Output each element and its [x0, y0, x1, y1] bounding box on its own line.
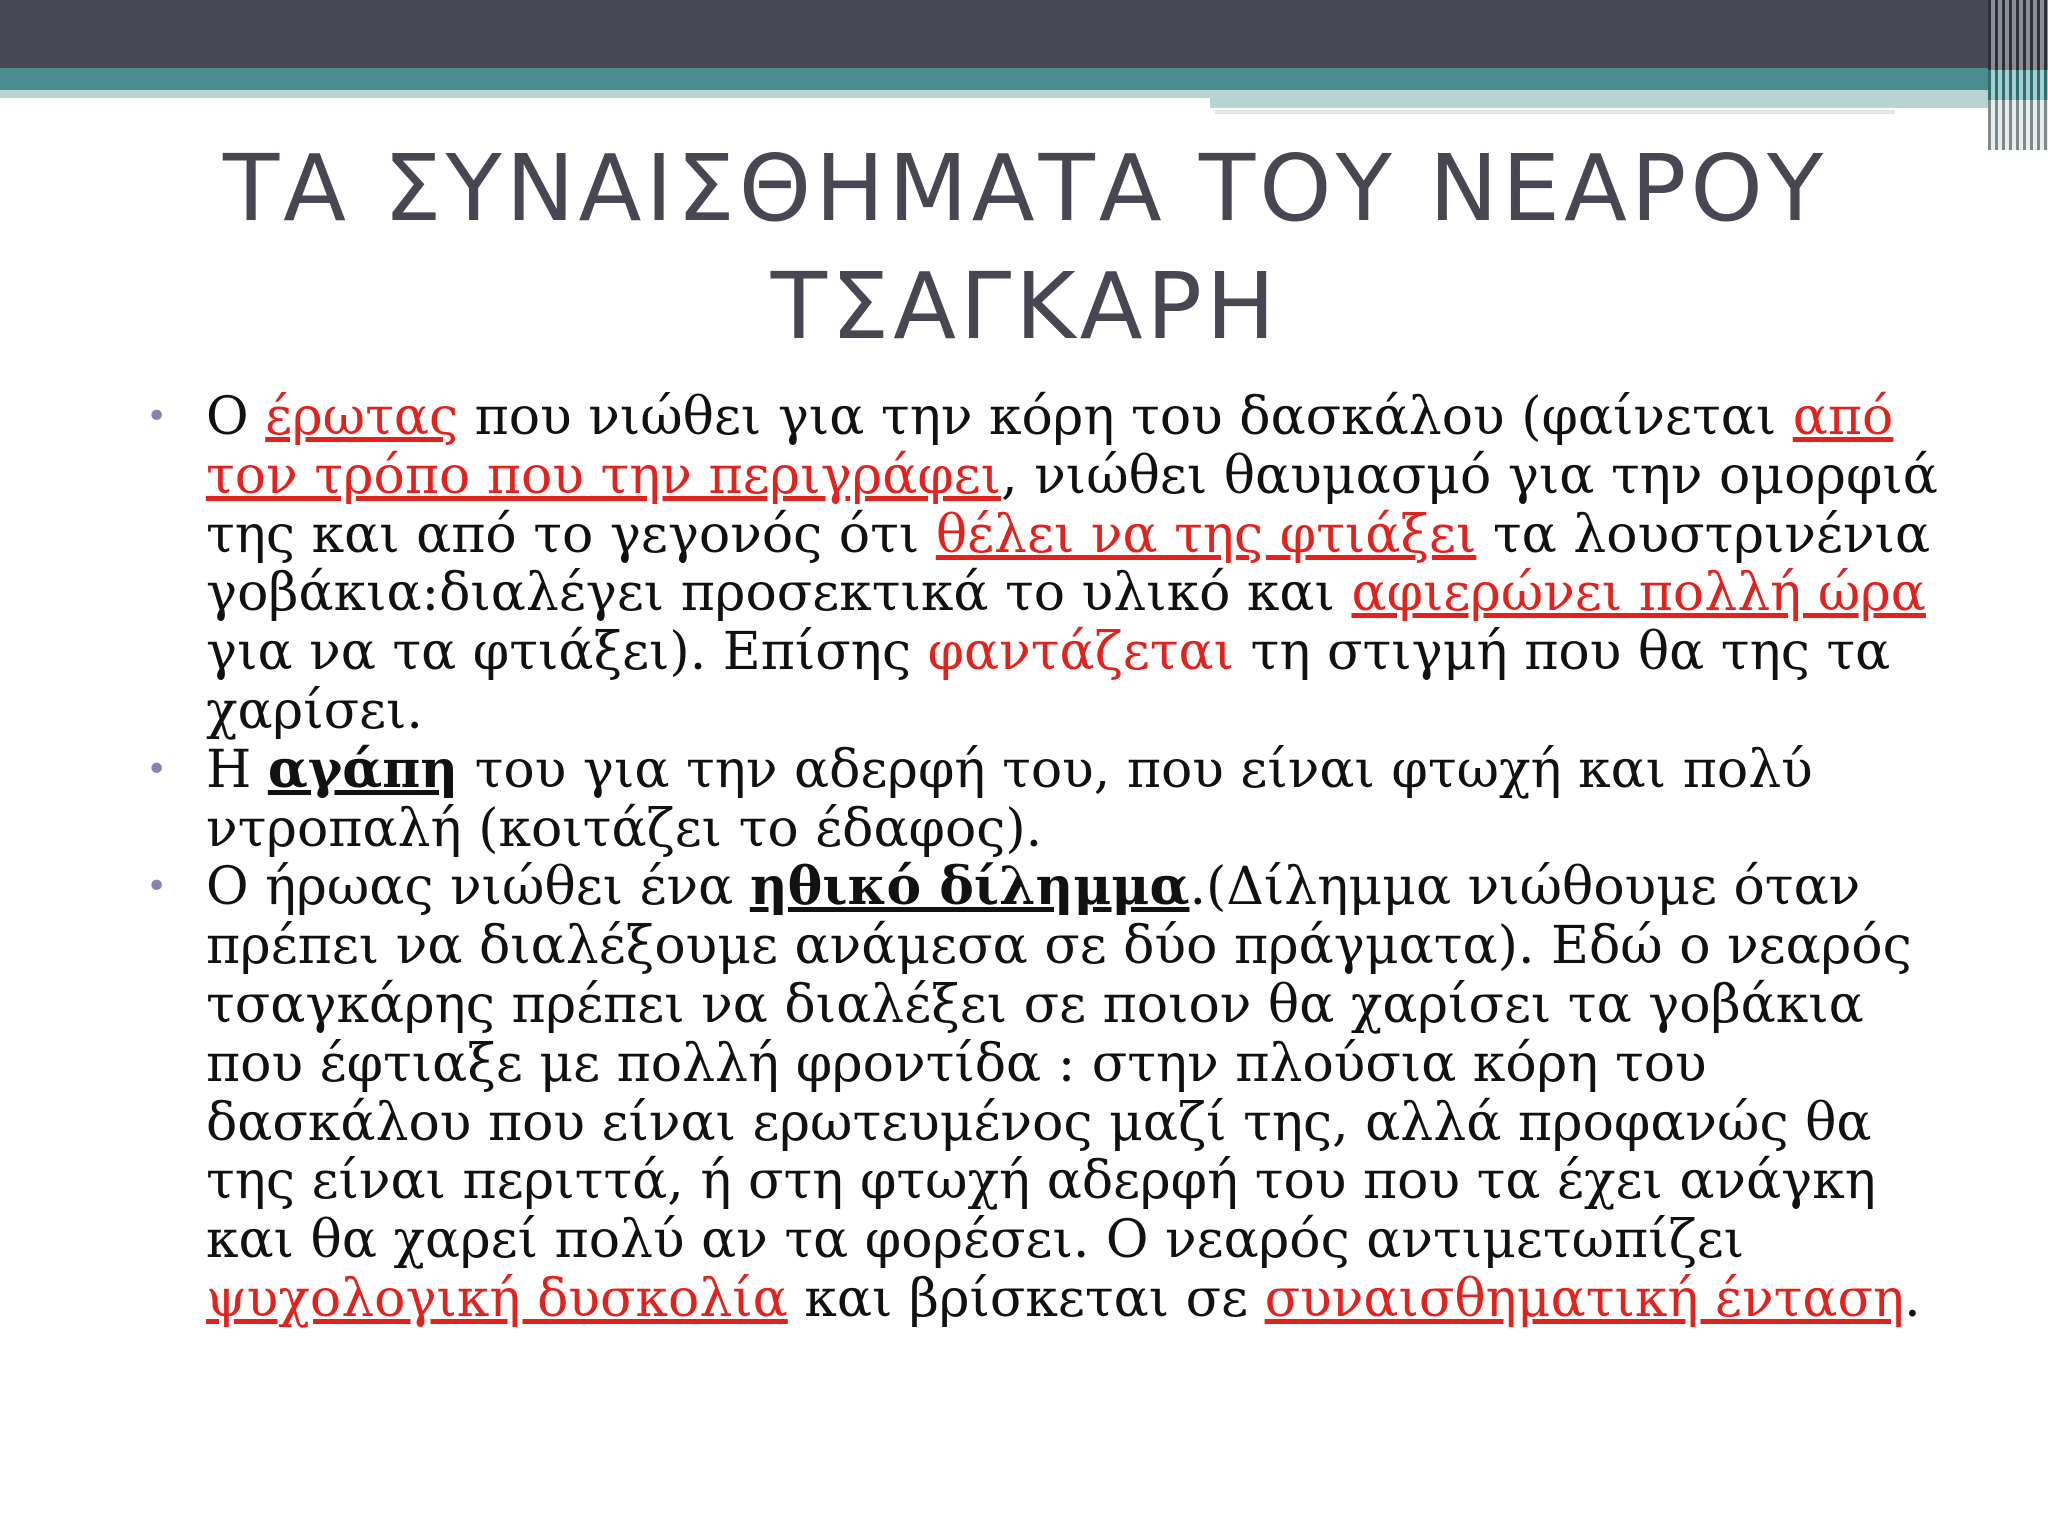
- bullet-text: του για την αδερφή του, που είναι φτωχή και πολύ ντροπαλή (κοιτάζει το έδαφος).: [206, 739, 1813, 859]
- slide-title-line-1: ΤΑ ΣΥΝΑΙΣΘΗΜΑΤΑ ΤΟΥ ΝΕΑΡΟΥ: [222, 135, 1828, 242]
- bullet-text: , νιώθει θαυμασμό για την ομορφιά της και από το γεγονός ότι: [206, 445, 1938, 565]
- header-light-bar-right: [1210, 90, 1990, 108]
- corner-stripes-teal: [1988, 70, 2048, 100]
- highlighted-text: έρωτας: [265, 387, 459, 447]
- header-dark-bar: [0, 0, 2048, 68]
- bullet-text: για να τα φτιάξει). Επίσης: [206, 622, 928, 683]
- header-light-bar-left: [0, 90, 1210, 98]
- highlighted-text: θέλει να της φτιάξει: [935, 504, 1477, 565]
- header-thin-line: [1215, 110, 1895, 114]
- highlighted-text: ψυχολογική δυσκολία: [206, 1268, 788, 1329]
- bullet-text: .(Δίλημμα νιώθουμε όταν πρέπει να διαλέξουμε ανάμεσα σε δύο πράγματα). Εδώ ο νεαρός τσαγκάρης πρέπει να διαλέξει σε ποιον θα χαρίσει τα γοβάκια που έφτιαξε με πολλή φροντίδα : στην πλούσια κόρη του δασκάλου που είναι ερωτευμένος μαζί της, αλλά προφανώς θα της είναι περιττά, ή στη φτωχή αδερφή του που τα έχει ανάγκη και θα χαρεί πολύ αν τα φορέσει. Ο νεαρός αντιμετωπίζει: [206, 857, 1912, 1271]
- bullet-text: που νιώθει για την κόρη του δασκάλου (φαίνεται: [458, 387, 1793, 447]
- header-teal-bar: [0, 68, 2048, 90]
- highlighted-text: από τον τρόπο που την περιγράφει: [206, 387, 1894, 506]
- corner-stripes-dark: [1988, 0, 2048, 70]
- bullet-text: .: [1904, 1268, 1921, 1329]
- bullet-text: Ο: [206, 387, 266, 447]
- bullet-marker: •: [146, 396, 168, 437]
- bullet-item: [140, 388, 1940, 741]
- bullet-text: Ο ήρωας νιώθει ένα: [206, 857, 750, 918]
- bullet-text: τη στιγμή που θα της τα χαρίσει.: [206, 622, 1891, 741]
- bullet-list: [140, 388, 1940, 1329]
- highlighted-text: συναισθηματική ένταση: [1264, 1268, 1905, 1329]
- bullet-marker: •: [146, 866, 168, 908]
- highlighted-text: φαντάζεται: [927, 622, 1235, 683]
- slide-title: [180, 130, 1870, 366]
- emphasis-text: ηθικό δίλημμα: [749, 856, 1190, 918]
- bullet-text: Η: [206, 739, 268, 800]
- bullet-marker: •: [146, 748, 168, 790]
- emphasis-text: αγάπη: [267, 738, 459, 800]
- bullet-text: και βρίσκεται σε: [787, 1268, 1265, 1329]
- bullet-text: τα λουστρινένια γοβάκια:διαλέγει προσεκτικά το υλικό και: [206, 504, 1931, 624]
- slide-title-line-2: ΤΣΑΓΚΑΡΗ: [770, 253, 1280, 360]
- highlighted-text: αφιερώνει πολλή ώρα: [1351, 563, 1926, 624]
- bullet-item: [140, 738, 1940, 859]
- bullet-item: [140, 858, 1940, 1328]
